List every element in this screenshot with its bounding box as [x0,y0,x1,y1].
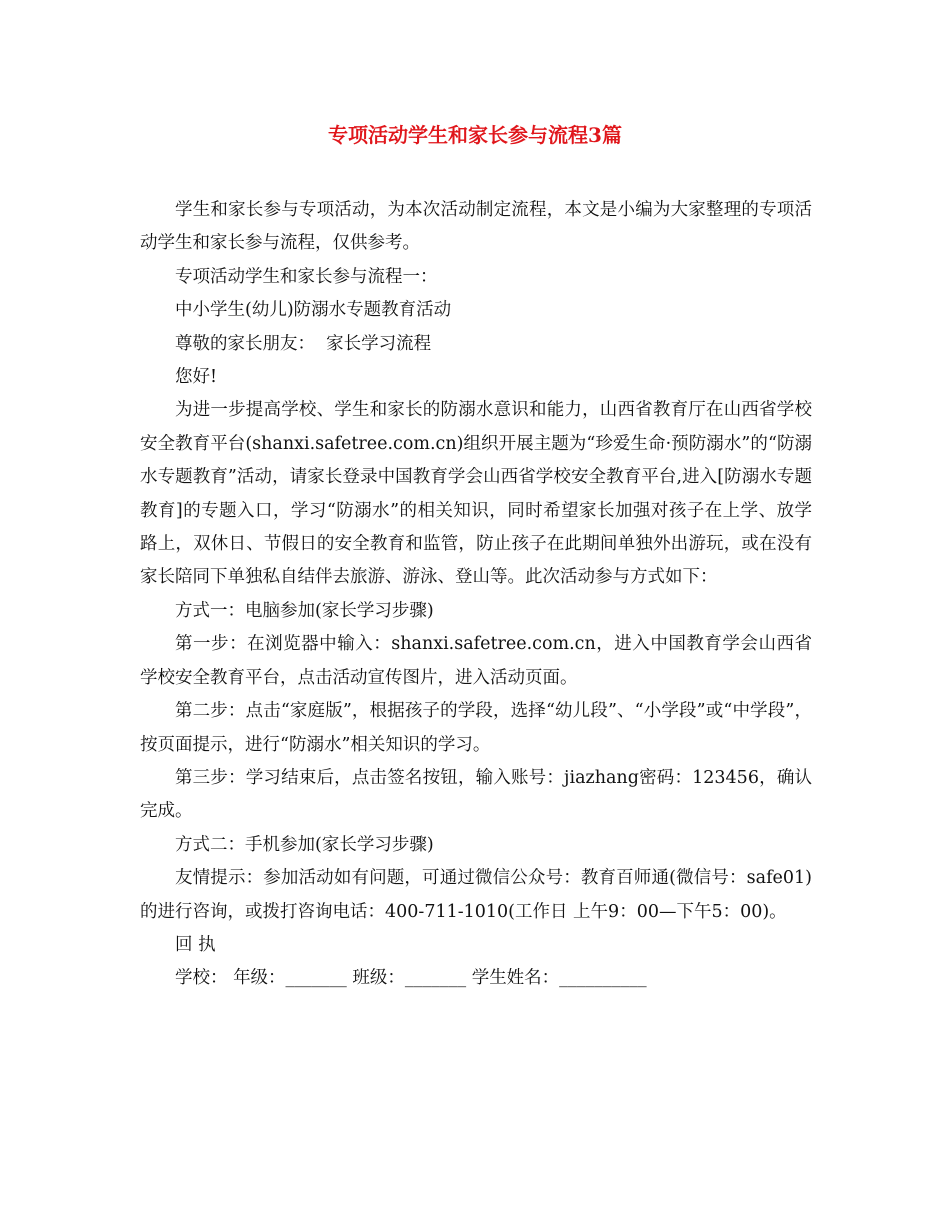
document-title: 专项活动学生和家长参与流程3篇 [328,123,622,147]
receipt-form-line: 学校： 年级：_______ 班级：_______ 学生姓名：__________ [175,968,647,989]
greeting-line: 尊敬的家长朋友： 家长学习流程 [175,333,432,354]
main-paragraph: 为进一步提高学校、学生和家长的防溺水意识和能力，山西省教育厅在山西省学校安全教育平台(shanxi.safetree.com.cn)组织开展主题为“珍爱生命·预防溺水”的“防溺水专题教育”活动，请家长登录中国教育学会山西省学校安全教育平台,进入[防溺水专题教育]的专题入口，学习“防溺水”的相关知识，同时希望家长加强对孩子在上学、放学路上，双休日、节假日的安全教育和监管，防止孩子在此期间单独外出游玩，或在没有家长陪同下单独私自结伴去旅游、游泳、登山等。此次活动参与方式如下： [140,400,812,588]
friendly-tip: 友情提示：参加活动如有问题，可通过微信公众号：教育百师通(微信号：safe01)的进行咨询，或拨打咨询电话：400-711-1010(工作日 上午9：00—下午5：00)。 [140,868,812,922]
activity-title: 中小学生(幼儿)防溺水专题教育活动 [175,300,452,321]
document-body [140,194,812,996]
step-two: 第二步：点击“家庭版”，根据孩子的学段，选择“幼儿段”、“小学段”或“中学段”，按页面提示，进行“防溺水”相关知识的学习。 [140,701,812,755]
method-two-heading: 方式二：手机参加(家长学习步骤) [175,834,434,855]
step-one: 第一步：在浏览器中输入：shanxi.safetree.com.cn，进入中国教育学会山西省学校安全教育平台，点击活动宣传图片，进入活动页面。 [140,634,812,688]
intro-paragraph: 学生和家长参与专项活动，为本次活动制定流程，本文是小编为大家整理的专项活动学生和家长参与流程，仅供参考。 [140,200,812,254]
salutation: 您好! [175,367,218,388]
receipt-heading: 回 执 [175,934,216,955]
section-heading: 专项活动学生和家长参与流程一： [175,266,438,287]
method-one-heading: 方式一：电脑参加(家长学习步骤) [175,600,434,621]
step-three: 第三步：学习结束后，点击签名按钮，输入账号：jiazhang密码：123456，确认完成。 [140,767,812,822]
